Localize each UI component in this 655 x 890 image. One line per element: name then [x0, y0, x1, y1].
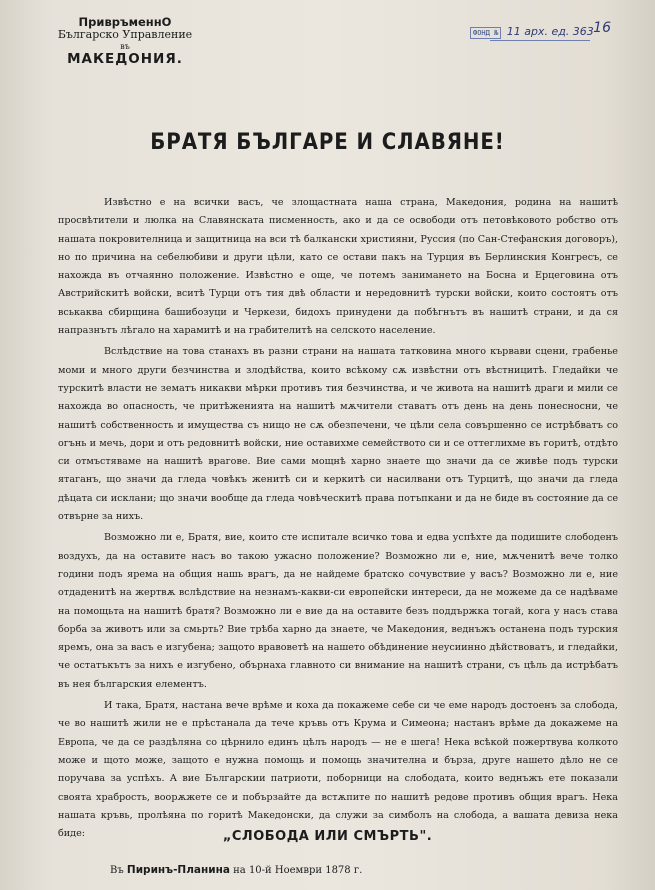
dateline-place: Пиринъ-Планина	[126, 864, 230, 876]
issuer-block	[40, 16, 210, 68]
dateline-date: на 10-й Ноември 1878 г.	[233, 865, 363, 876]
archive-stamp	[470, 20, 611, 47]
paragraph: Извѣстно е на всички васъ, че злощастната наша страна, Македония, родина на нашитѣ просвѣтители и люлка на Славянската писменность, ако и да се освободи отъ петовѣковото робство отъ нашата покровителница и защитница на вси тѣ балкански християни, Руссия (по Сан-Стефанския договоръ), но по причина на себелюбиви и други цѣли, като се остави пакъ на Турция въ Берлинския Конгресъ, се нахожда въ отчаянно положение. Извѣстно е още, че потемъ занимането на Босна и Ерцеговина отъ Австрийскитѣ войски, вситѣ Турци отъ тия двѣ области и нередовнитѣ турски войски, които состоятъ отъ вськаква сбирщина башибозуци и Черкези, бидохъ принудени да побѣгнътъ въ нашитѣ страни, и да ся напразнътъ лѣгало на харамитѣ и на грабителитѣ на селското население.	[58, 197, 618, 337]
motto: „СЛОБОДА ИЛИ СМЪРТЬ".	[222, 829, 433, 844]
dateline	[110, 864, 470, 876]
archive-reference: 11 арх. ед. 363	[506, 25, 594, 38]
issuer-line-3: въ	[120, 41, 130, 51]
document-body	[58, 194, 618, 843]
archive-sheet-number: 16	[593, 20, 611, 36]
paragraph: Возможно ли е, Братя, вие, които сте испитале всичко това и едва успѣхте да подишите слободенъ воздухъ, да на оставите насъ во такою ужасно положение? Возможно ли е, ние, мѫченитѣ вече толко години подъ ярема на общия нашь врагъ, да не найдеме братско сочувствие у васъ? Возможно ли е, ние отдаденитѣ на жертвѫ вслѣдствие на незнамъ-какви-си европейски интереси, да не можеме да се надѣваме на помощьта на нашитѣ братя? Возможно ли е вие да на оставите безъ поддържка тогай, кога у насъ става борба за животъ или за смьрть? Вие трѣба харно да знаете, че Македония, веднъжъ останена подъ турския яремъ, она за васъ е изгубена; защото вравоветѣ на нашето обѣдинение неусиинно дѣйствоватъ, и гледайки, че остатъкътъ за нихъ е изгубено, обърнаха главното си внимание на нашитѣ страни, съ цѣль да истрѣбатъ въ нея българския елементъ.	[58, 532, 618, 690]
stamp-underline	[490, 40, 590, 41]
document-headline: БРАТЯ БЪЛГАРЕ И СЛАВЯНЕ!	[150, 130, 505, 155]
issuer-line-2: Българско Управление	[57, 28, 193, 42]
issuer-line-1: ПривръменнО	[78, 15, 172, 29]
dateline-prefix: Въ	[110, 865, 124, 876]
paragraph: И така, Братя, настана вече врѣме и коха да покажеме себе си че еме народъ достоенъ за слобода, че во нашитѣ жили не е прѣстанала да тече кръвь отъ Крума и Симеона; настанъ врѣме да докажеме на Европа, че да се раздѣляна со цѣрнило единъ цѣлъ народъ — не е шега! Нека всѣкой пожертвува колкото може и щото може, защото е нужна помощь и помощь значителна и бърза, друге нашето дѣло не се поручава за успѣхъ. А вие Българскии патриоти, поборници на слободата, които веднъжъ ете показали своята храбрость, воорѫжете се и побързайте да встѫпите по нашитѣ редове противъ общия врагъ. Нека нашата кръвь, пролѣяна по горитѣ Македонски, да служи за симболъ на слобода, а вашата девиза нека биде:	[58, 700, 618, 840]
issuer-line-4: МАКЕДОНИЯ.	[67, 51, 183, 68]
archive-fond-label: ФОНД №	[470, 27, 501, 39]
paragraph: Вслѣдствие на това станахъ въ разни страни на нашата татковина много кървави сцени, грабенье моми и много други безчинства и злодѣйства, които всѣкому сѫ извѣстни отъ вѣстницитѣ. Гледайки че турскитѣ власти не зематъ никакви мѣрки противъ тия безчинства, и че живота на нашитѣ драги и мили се нахожда во опасность, че притѣженията на нашитѣ мѫчители ставатъ отъ день на день понесносни, че нашитѣ собственность и имущества съ нищо не сѫ обезпечени, че цѣли села совършенно се истрѣбватъ со огънь и мечь, дори и отъ редовнитѣ войски, ние оставихме семейството си и се оттеглихме въ горитѣ, отдѣто си отмъстяваме на нашитѣ врагове. Вие сами мощнѣ харно знаете що значи да се живѣе подъ турски ятаганъ, що значи да гледа човѣкъ женитѣ си и керкитѣ си насилвани отъ Турцитѣ, що значи да гледа дѣцата си исклани; що значи вообще да гледа човѣческитѣ права потъпкани и да не биде въ состояние да се отвърне за нихъ.	[58, 346, 618, 523]
